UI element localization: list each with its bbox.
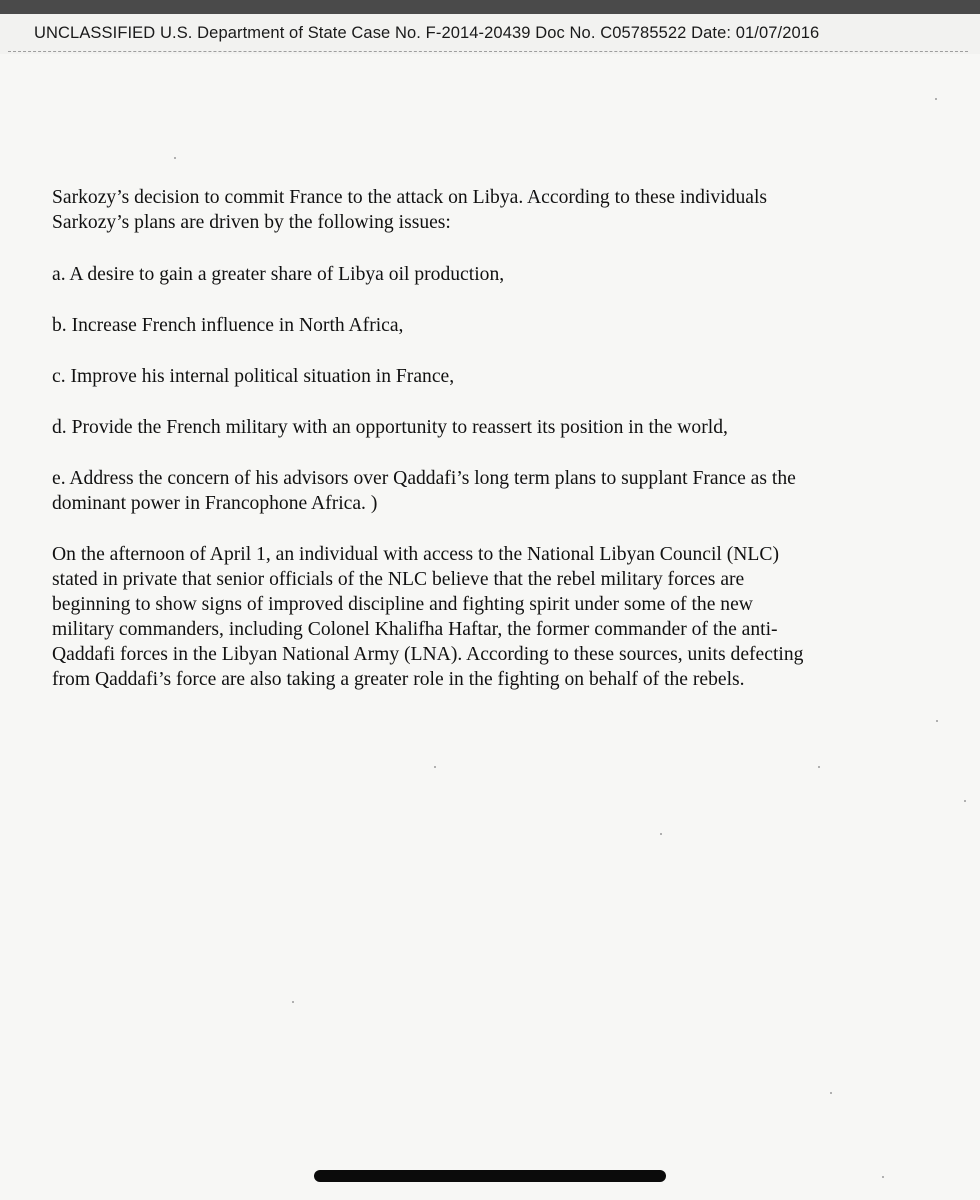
paragraph-line-3: beginning to show signs of improved discipline and fighting spirit under some of the new: [52, 594, 753, 615]
list-item-e-line-2: dominant power in Francophone Africa. ): [52, 493, 378, 514]
list-item-b: b. Increase French influence in North Africa,: [52, 315, 404, 336]
scan-speck: [434, 766, 436, 768]
list-item-c: c. Improve his internal political situation in France,: [52, 366, 455, 387]
scan-speck: [935, 98, 937, 100]
scan-speck: [964, 800, 966, 802]
home-indicator-bar[interactable]: [314, 1170, 666, 1182]
status-bar-strip: [0, 0, 980, 14]
paragraph-line-2: stated in private that senior officials of the NLC believe that the rebel military forces are: [52, 569, 745, 590]
classification-header: UNCLASSIFIED U.S. Department of State Case No. F-2014-20439 Doc No. C05785522 Date: 01/07/2016: [34, 24, 820, 42]
document-header: [0, 14, 980, 54]
scan-speck: [174, 157, 176, 159]
scan-speck: [818, 766, 820, 768]
header-divider: [8, 51, 968, 52]
scan-speck: [882, 1176, 884, 1178]
paragraph-line-5: Qaddafi forces in the Libyan National Army (LNA). According to these sources, units defecting: [52, 644, 804, 665]
paragraph-line-4: military commanders, including Colonel Khalifha Haftar, the former commander of the anti-: [52, 619, 778, 640]
scan-speck: [292, 1001, 294, 1003]
scan-speck: [936, 720, 938, 722]
intro-line-2: Sarkozy’s plans are driven by the following issues:: [52, 212, 451, 233]
list-item-d: d. Provide the French military with an opportunity to reassert its position in the world,: [52, 417, 728, 438]
paragraph-line-6: from Qaddafi’s force are also taking a greater role in the fighting on behalf of the rebels.: [52, 669, 745, 690]
scan-speck: [660, 833, 662, 835]
intro-line-1: Sarkozy’s decision to commit France to the attack on Libya. According to these individuals: [52, 187, 768, 208]
scan-speck: [830, 1092, 832, 1094]
list-item-a: a. A desire to gain a greater share of Libya oil production,: [52, 264, 505, 285]
paragraph-line-1: On the afternoon of April 1, an individual with access to the National Libyan Council (NLC): [52, 544, 779, 565]
list-item-e-line-1: e. Address the concern of his advisors over Qaddafi’s long term plans to supplant France as the: [52, 468, 796, 489]
